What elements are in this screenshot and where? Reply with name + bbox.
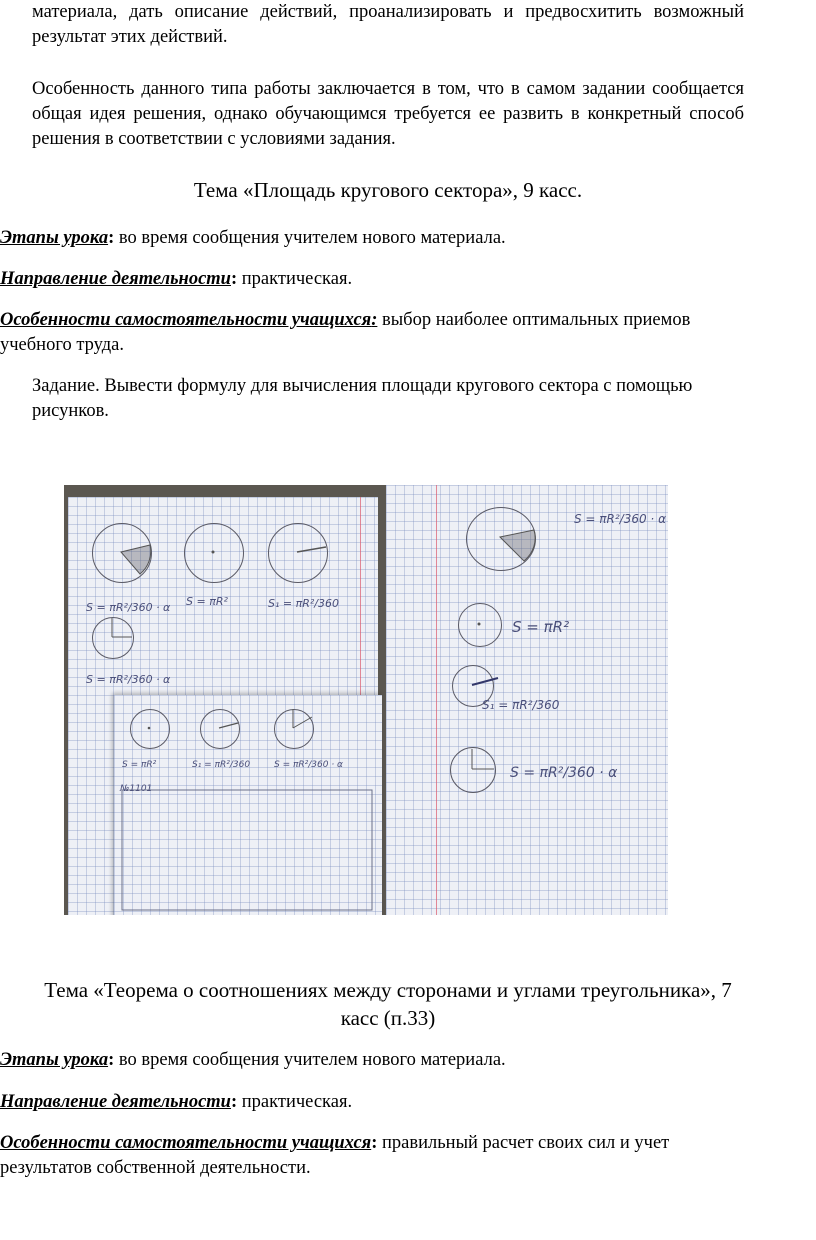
- formula-label: S = πR²/360 · α: [86, 601, 171, 614]
- section-title: Тема «Площадь кругового сектора», 9 касс.: [193, 178, 583, 202]
- activity-direction-value: практическая.: [237, 1092, 353, 1112]
- notebook-page-right: [386, 485, 668, 915]
- activity-direction-2: Направление деятельности: практическая.: [0, 1092, 353, 1112]
- student-features: Особенности самостоятельности учащихся: выбор наиболее оптимальных приемов учебного труда.: [0, 310, 691, 355]
- formula-label: S = πR²/360 · α: [86, 673, 171, 686]
- formula-label: S = πR²: [122, 760, 157, 770]
- activity-direction-value: практическая.: [237, 269, 353, 289]
- student-features-2: Особенности самостоятельности учащихся: правильный расчет своих сил и учет результатов собственной деятельности.: [0, 1133, 670, 1178]
- lesson-stages-label: Этапы урока: [0, 1050, 109, 1070]
- lesson-stages: Этапы урока: во время сообщения учителем нового материала.: [0, 228, 506, 248]
- intro-text: материала, дать описание действий, проанализировать и предвосхитить возможный результат этих действий.: [32, 2, 744, 47]
- student-features-value: правильный расчет своих сил и учет результатов собственной деятельности.: [0, 1133, 670, 1178]
- activity-direction-label: Направление деятельности: [0, 1092, 231, 1112]
- formula-label: S₁ = πR²/360: [192, 760, 251, 770]
- section-title-2: Тема «Теорема о соотношениях между сторонами и углами треугольника», 7 касс (п.33): [44, 978, 732, 1030]
- student-features-label: Особенности самостоятельности учащихся: [0, 1133, 372, 1153]
- notebook-sheet: [114, 695, 382, 915]
- formula-label: S = πR²/360 · α: [274, 760, 343, 770]
- task-text: Задание. Вывести формулу для вычисления площади кругового сектора с помощью рисунков.: [32, 376, 693, 421]
- formula-label: S = πR²: [186, 595, 228, 608]
- student-features-value: выбор наиболее оптимальных приемов учебного труда.: [0, 310, 691, 355]
- formula-label: S₁ = πR²/360: [268, 597, 339, 610]
- activity-direction: Направление деятельности: практическая.: [0, 269, 353, 289]
- activity-direction-label: Направление деятельности: [0, 269, 231, 289]
- intro-paragraph: Особенность данного типа работы заключается в том, что в самом задании сообщается общая идея решения, однако обучающимся требуется ее развить в конкретный способ решения в соответствии с условиями задания.: [32, 79, 744, 149]
- exercise-number: №1101: [120, 784, 153, 794]
- lesson-stages-value: во время сообщения учителем нового материала.: [114, 228, 506, 248]
- lesson-stages-value: во время сообщения учителем нового материала.: [114, 1050, 506, 1070]
- notebook-photo: [64, 485, 668, 915]
- lesson-stages-label: Этапы урока: [0, 228, 109, 248]
- formula-label: S = πR²/360 · α: [574, 512, 666, 526]
- lesson-stages-2: Этапы урока: во время сообщения учителем нового материала.: [0, 1050, 506, 1070]
- formula-label: S = πR²: [512, 618, 570, 636]
- student-features-label: Особенности самостоятельности учащихся: [0, 310, 372, 330]
- formula-label: S₁ = πR²/360: [482, 698, 560, 712]
- formula-label: S = πR²/360 · α: [510, 765, 618, 781]
